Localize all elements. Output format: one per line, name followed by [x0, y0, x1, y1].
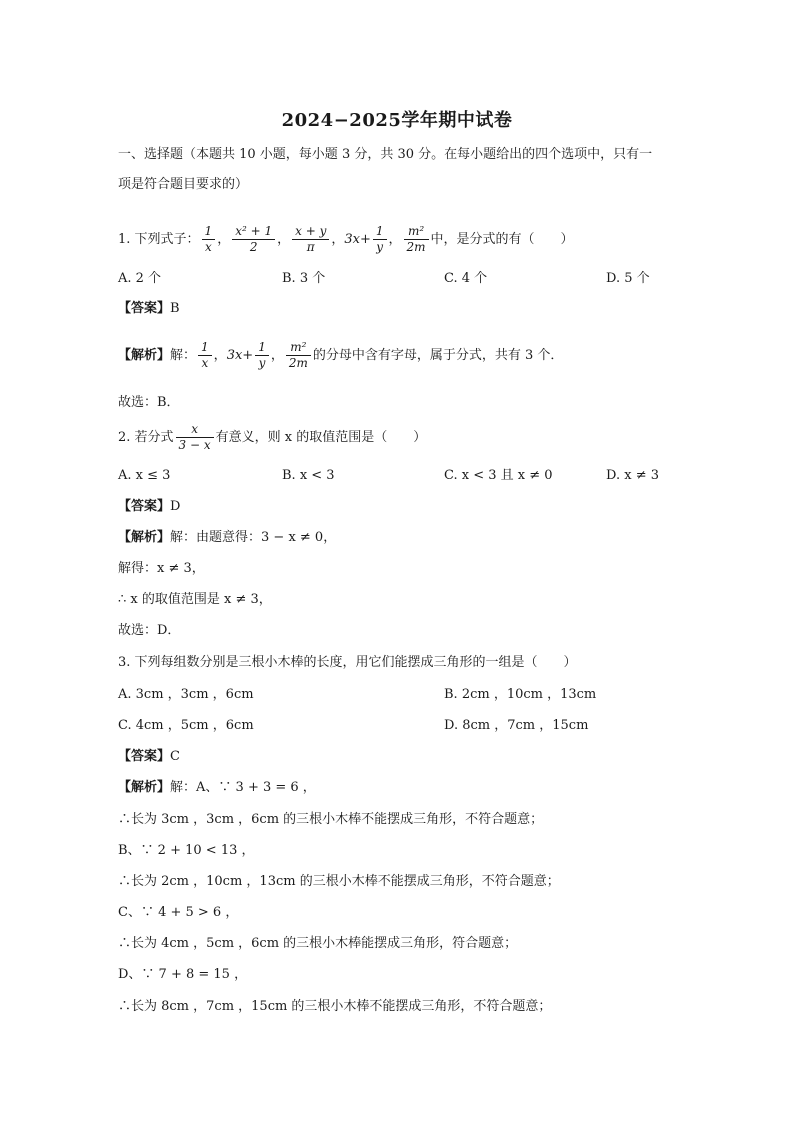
question-1-prefix: 1. 下列式子：	[118, 232, 200, 247]
q3-answer: 【答案】C	[118, 749, 180, 764]
page-title: 2024−2025学年期中试卷	[281, 110, 513, 131]
q2-step-2: 解得：x ≠ 3，	[118, 561, 205, 576]
question-3-stem: 3. 下列每组数分别是三根小木棒的长度，用它们能摆成三角形的一组是（ ）	[118, 655, 577, 670]
q1-answer: 【答案】B	[118, 301, 180, 316]
q3-option-c: C. 4cm ，5cm ，6cm	[118, 718, 254, 733]
q3-analysis-line: B、∵ 2 + 10 < 13 ，	[118, 843, 255, 858]
q2-option-b: B. x < 3	[282, 468, 335, 483]
question-2-stem: 2. 若分式 $\frac{x}{3 - x}$ 有意义，则 x 的取值范围是（ ）	[118, 422, 427, 452]
q3-analysis-line: ∴长为 2cm ，10cm ，13cm 的三根小木棒不能摆成三角形，不符合题意；	[118, 874, 560, 889]
q3-analysis-line: ∴长为 4cm ，5cm ，6cm 的三根小木棒能摆成三角形，符合题意；	[118, 936, 518, 951]
q2-step-3: ∴ x 的取值范围是 x ≠ 3，	[118, 592, 272, 607]
fraction-5: $\frac{\text{m²}}{2m}$	[404, 224, 429, 255]
q3-option-d: D. 8cm ，7cm ，15cm	[444, 718, 589, 733]
q3-analysis-line: C、∵ 4 + 5 > 6 ，	[118, 905, 239, 920]
section-heading-line1: 一、选择题（本题共 10 小题，每小题 3 分，共 30 分。在每小题给出的四个选项中，只有一	[118, 147, 653, 162]
q3-option-a: A. 3cm ，3cm ，6cm	[118, 687, 254, 702]
q3-analysis-line: ∴长为 8cm ，7cm ，15cm 的三根小木棒不能摆成三角形，不符合题意；	[118, 999, 552, 1014]
q1-conclusion: 故选：B．	[118, 395, 180, 410]
q3-option-b: B. 2cm ，10cm ，13cm	[444, 687, 597, 702]
q1-option-d: D. 5 个	[606, 271, 650, 286]
question-1-stem: 1. 下列式子： $\frac{1}{x}$ ， $\frac{\text{x² + 1}}{2}$ ， $\frac{x + y}{\pi}$ ，3x+ $\frac{1}{y}$ ， $\frac{\text{m²}}{2m}$ 中，是分式的有（ ）	[118, 224, 574, 254]
fraction-3: $\frac{x + y}{\pi}$	[292, 224, 329, 255]
q3-analysis: 【解析】解：A、∵ 3 + 3 = 6 ，	[118, 780, 316, 795]
q2-analysis: 【解析】解：由题意得：3 − x ≠ 0，	[118, 530, 337, 545]
analysis-fraction-1: $\frac{1}{x}$	[198, 340, 212, 371]
q2-option-a: A. x ≤ 3	[118, 468, 171, 483]
q2-option-c: C. x < 3 且 x ≠ 0	[444, 468, 553, 483]
q2-conclusion: 故选：D．	[118, 623, 181, 638]
q3-analysis-line: D、∵ 7 + 8 = 15 ，	[118, 967, 248, 982]
analysis-fraction-3: $\frac{\text{m²}}{2m}$	[286, 340, 311, 371]
q1-analysis: 【解析】解： $\frac{1}{x}$ ，3x+ $\frac{1}{y}$ ， $\frac{\text{m²}}{2m}$ 的分母中含有字母，属于分式，共有 3 个．	[118, 340, 564, 370]
fraction-1: $\frac{1}{x}$	[202, 224, 216, 255]
q2-fraction: $\frac{x}{3 - x}$	[176, 422, 214, 453]
q1-option-c: C. 4 个	[444, 271, 488, 286]
analysis-fraction-2: $\frac{1}{y}$	[255, 340, 269, 371]
fraction-4: $\frac{1}{y}$	[373, 224, 387, 255]
fraction-2: $\frac{\text{x² + 1}}{2}$	[232, 224, 275, 255]
q2-answer: 【答案】D	[118, 499, 181, 514]
question-1-suffix: 中，是分式的有（ ）	[430, 232, 574, 247]
q1-option-a: A. 2 个	[118, 271, 162, 286]
section-heading-line2: 项是符合题目要求的）	[118, 177, 249, 192]
q2-option-d: D. x ≠ 3	[606, 468, 659, 483]
q1-option-b: B. 3 个	[282, 271, 326, 286]
q3-analysis-line: ∴长为 3cm ，3cm ，6cm 的三根小木棒不能摆成三角形，不符合题意；	[118, 812, 544, 827]
